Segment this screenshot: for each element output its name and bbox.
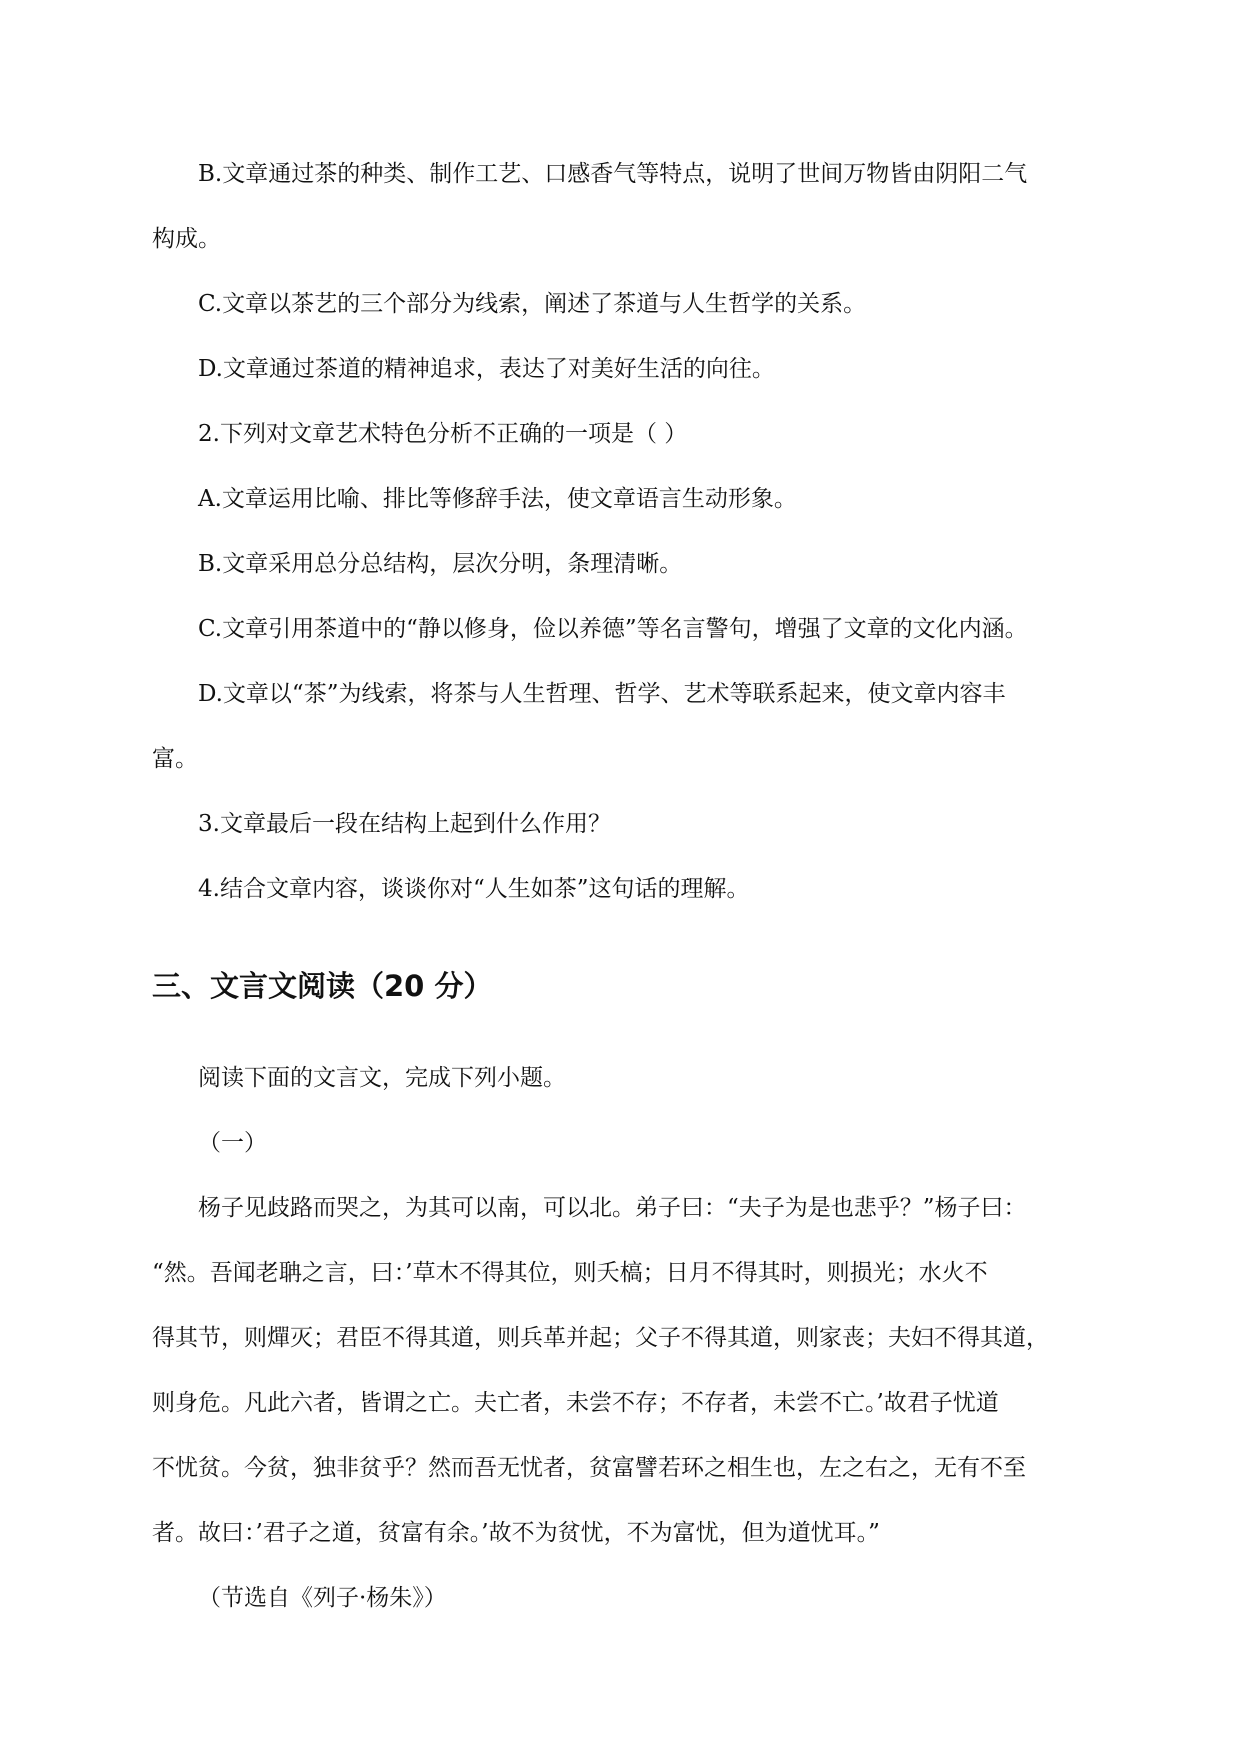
question2-stem: 2.下列对文章艺术特色分析不正确的一项是（ ） (198, 421, 688, 447)
passage-line-6: 者。故曰：’君子之道，贫富有余。’故不为贫忧，不为富忧，但为道忧耳。” (152, 1520, 880, 1546)
question3: 3.文章最后一段在结构上起到什么作用？ (198, 811, 611, 837)
classical-passage (152, 1176, 1092, 1566)
passage-line-3: 得其节，则燀灭；君臣不得其道，则兵革并起；父子不得其道，则家丧；夫妇不得其道， (152, 1325, 1049, 1351)
question2-option-d-line2: 富。 (152, 746, 198, 772)
question2-option-d-line1: D.文章以“茶”为线索，将茶与人生哲理、哲学、艺术等联系起来，使文章内容丰 (198, 681, 1006, 707)
passage-line-2: “然。吾闻老聃之言，曰：’草木不得其位，则夭槁；日月不得其时，则损光；水火不 (152, 1260, 988, 1286)
option-d: D.文章通过茶道的精神追求，表达了对美好生活的向往。 (198, 356, 775, 382)
section3-instruction: 阅读下面的文言文，完成下列小题。 (198, 1065, 566, 1091)
section3-part-label: （一） (198, 1130, 267, 1156)
question2-option-b: B.文章采用总分总结构，层次分明，条理清晰。 (198, 551, 683, 577)
question1-options (152, 142, 1092, 402)
passage-line-1: 杨子见歧路而哭之，为其可以南，可以北。弟子曰：“夫子为是也悲乎？”杨子曰： (198, 1195, 1027, 1221)
question2-option-a: A.文章运用比喻、排比等修辞手法，使文章语言生动形象。 (198, 486, 797, 512)
question4: 4.结合文章内容，谈谈你对“人生如茶”这句话的理解。 (198, 876, 750, 902)
section3-heading: 三、文言文阅读（20 分） (152, 969, 493, 1003)
passage-line-5: 不忧贫。今贫，独非贫乎？然而吾无忧者，贫富譬若环之相生也，左之右之，无有不至 (152, 1455, 1026, 1481)
question2 (152, 402, 1092, 792)
option-b-line1: B.文章通过茶的种类、制作工艺、口感香气等特点，说明了世间万物皆由阴阳二气 (198, 161, 1028, 187)
option-c: C.文章以茶艺的三个部分为线索，阐述了茶道与人生哲学的关系。 (198, 291, 867, 317)
question2-option-c: C.文章引用茶道中的“静以修身，俭以养德”等名言警句，增强了文章的文化内涵。 (198, 616, 1028, 642)
option-b-line2: 构成。 (152, 226, 221, 252)
document-page (152, 142, 1092, 1631)
passage-line-4: 则身危。凡此六者，皆谓之亡。夫亡者，未尝不存；不存者，未尝不亡。’故君子忧道 (152, 1390, 999, 1416)
passage-source: （节选自《列子·杨朱》） (198, 1585, 447, 1611)
